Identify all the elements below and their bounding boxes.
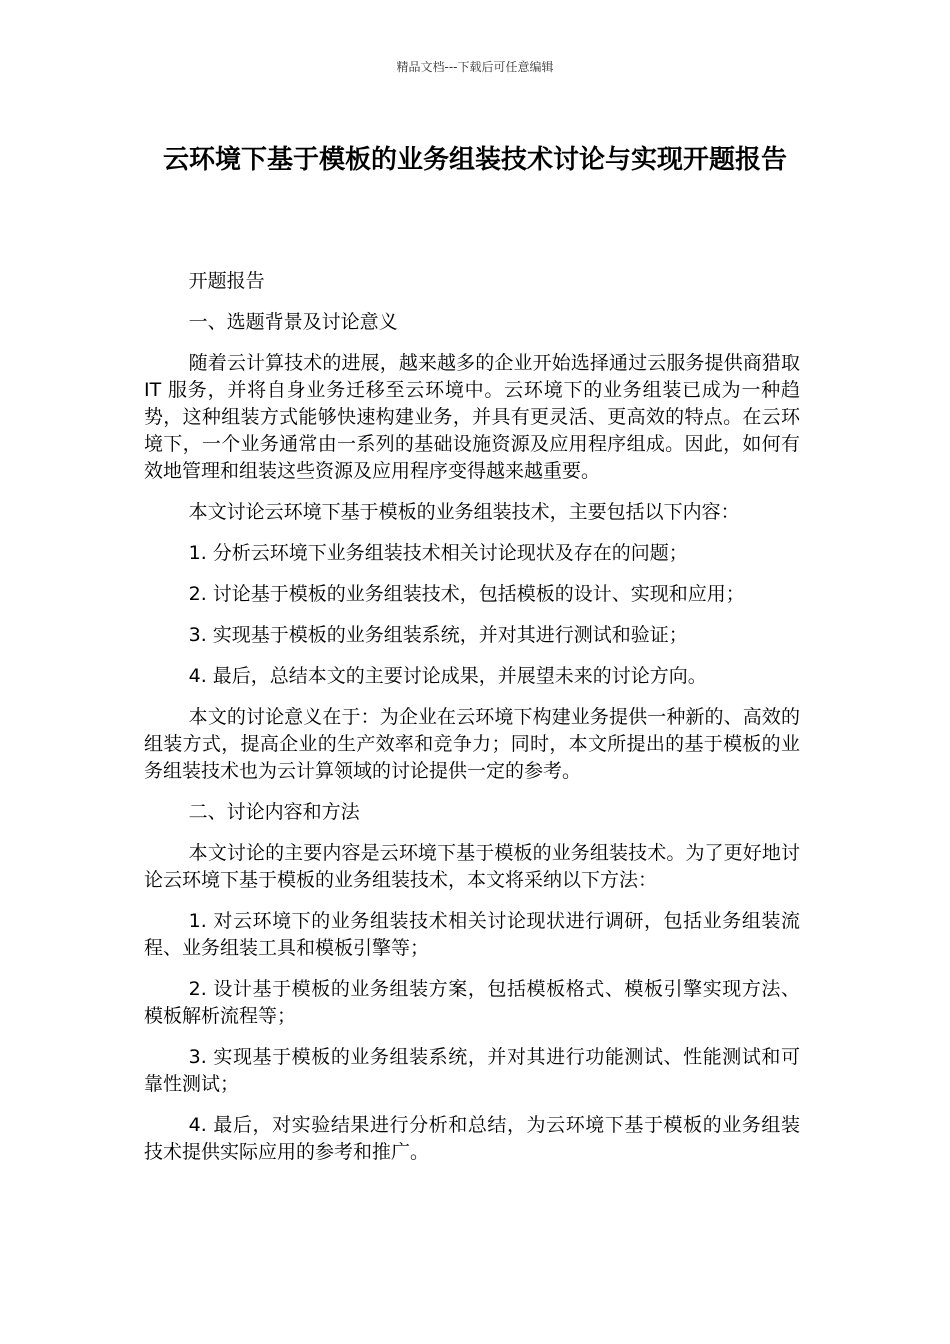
list-item: 1. 对云环境下的业务组装技术相关讨论现状进行调研，包括业务组装流程、业务组装工具和模板引擎等； [144,910,800,959]
paragraph-contents-intro: 本文讨论云环境下基于模板的业务组装技术，主要包括以下内容： [188,501,740,523]
list-item: 2. 设计基于模板的业务组装方案，包括模板格式、模板引擎实现方法、模板解析流程等； [144,978,800,1027]
section-heading-background: 一、选题背景及讨论意义 [188,311,398,333]
paragraph-background: 随着云计算技术的进展，越来越多的企业开始选择通过云服务提供商猎取 IT 服务，并将自身业务迁移至云环境中。云环境下的业务组装已成为一种趋势，这种组装方式能够快速构建业务，并具有更灵活、更高效的特点。在云环境下，一个业务通常由一系列的基础设施资源及应用程序组成。因此，如何有效地管理和组装这些资源及应用程序变得越来越重要。 [144,352,800,482]
document-body [144,268,800,1180]
list-item: 3. 实现基于模板的业务组装系统，并对其进行功能测试、性能测试和可靠性测试； [144,1046,800,1095]
paragraph-methods-intro: 本文讨论的主要内容是云环境下基于模板的业务组装技术。为了更好地讨论云环境下基于模板的业务组装技术，本文将采纳以下方法： [144,842,800,891]
header-note: 精品文档---下载后可任意编辑 [396,60,554,74]
list-item: 1. 分析云环境下业务组装技术相关讨论现状及存在的问题； [188,542,688,564]
section-heading-methods: 二、讨论内容和方法 [188,801,360,823]
list-item: 3. 实现基于模板的业务组装系统，并对其进行测试和验证； [188,624,688,646]
list-item: 2. 讨论基于模板的业务组装技术，包括模板的设计、实现和应用； [188,583,745,605]
section-label-report: 开题报告 [188,270,265,292]
list-item: 4. 最后，总结本文的主要讨论成果，并展望未来的讨论方向。 [188,665,707,687]
list-item: 4. 最后，对实验结果进行分析和总结，为云环境下基于模板的业务组装技术提供实际应用的参考和推广。 [144,1114,800,1163]
paragraph-significance: 本文的讨论意义在于：为企业在云环境下构建业务提供一种新的、高效的组装方式，提高企业的生产效率和竞争力；同时，本文所提出的基于模板的业务组装技术也为云计算领域的讨论提供一定的参考。 [144,706,800,782]
document-title: 云环境下基于模板的业务组装技术讨论与实现开题报告 [162,145,787,175]
